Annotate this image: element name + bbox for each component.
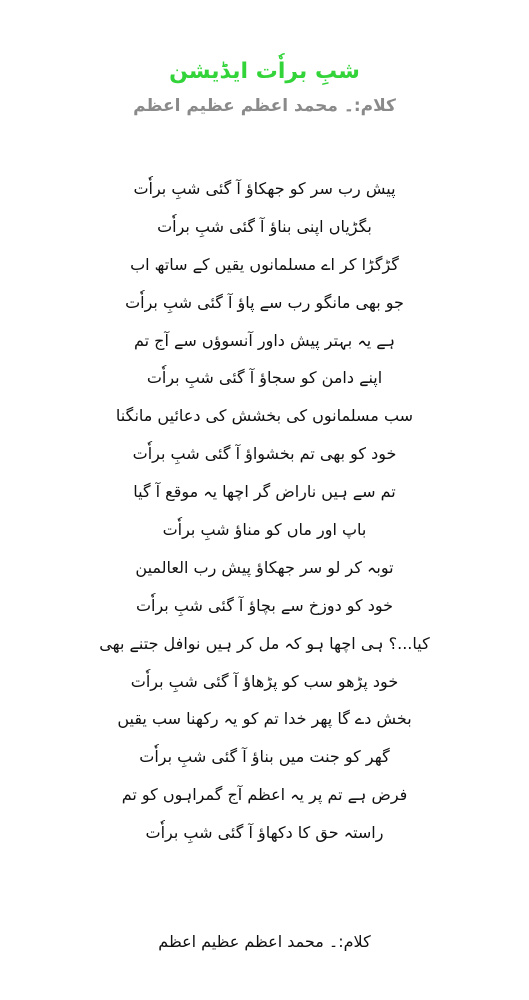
poem-line: باپ اور ماں کو مناؤ شبِ براٗت (162, 520, 367, 540)
poem-line: اپنے دامن کو سجاؤ آ گئی شبِ براٗت (146, 368, 383, 388)
poem-line: خود پڑھو سب کو پڑھاؤ آ گئی شبِ براٗت (130, 671, 399, 691)
poem-line: تم سے ہیں ناراض گر اچھا یہ موقع آ گیا (133, 482, 396, 502)
poem-line: کیا...؟ ہی اچھا ہو کہ مل کر ہیں نوافل جتنے بھی (99, 633, 430, 653)
poem-line: خود کو دوزخ سے بچاؤ آ گئی شبِ براٗت (135, 595, 394, 615)
poem-line: جو بھی مانگو رب سے پاؤ آ گئی شبِ براٗت (125, 292, 404, 312)
poem-line: راستہ حق کا دکھاؤ آ گئی شبِ براٗت (145, 823, 384, 843)
poem-line: سب مسلمانوں کی بخشش کی دعائیں مانگنا (115, 406, 414, 426)
poem-verses (0, 178, 529, 860)
page-title: شبِ براٗت ایڈیشن (169, 59, 360, 84)
author-byline-top: کلام:۔ محمد اعظم عظیم اعظم (133, 96, 396, 116)
poem-line: خود کو بھی تم بخشواؤ آ گئی شبِ براٗت (132, 444, 397, 464)
poem-line: توبہ کر لو سر جھکاؤ پیش رب العالمین (135, 557, 394, 577)
poem-line: بخش دے گا پھر خدا تم کو یہ رکھنا سب یقیں (117, 709, 412, 729)
poem-line: ہے یہ بہتر پیش داور آنسوؤں سے آج تم (133, 330, 396, 350)
poem-line: گھر کو جنت میں بناؤ آ گئی شبِ براٗت (139, 747, 390, 767)
poem-line: پیش رب سر کو جھکاؤ آ گئی شبِ براٗت (133, 179, 396, 198)
poem-line: بگڑیاں اپنی بناؤ آ گئی شبِ براٗت (157, 216, 372, 236)
poem-line: فرض ہے تم پر یہ اعظم آج گمراہوں کو تم (121, 785, 408, 805)
poem-line: گڑگڑا کر اے مسلمانوں یقیں کے ساتھ اب (130, 254, 399, 274)
author-byline-bottom: کلام:۔ محمد اعظم عظیم اعظم (158, 932, 371, 951)
